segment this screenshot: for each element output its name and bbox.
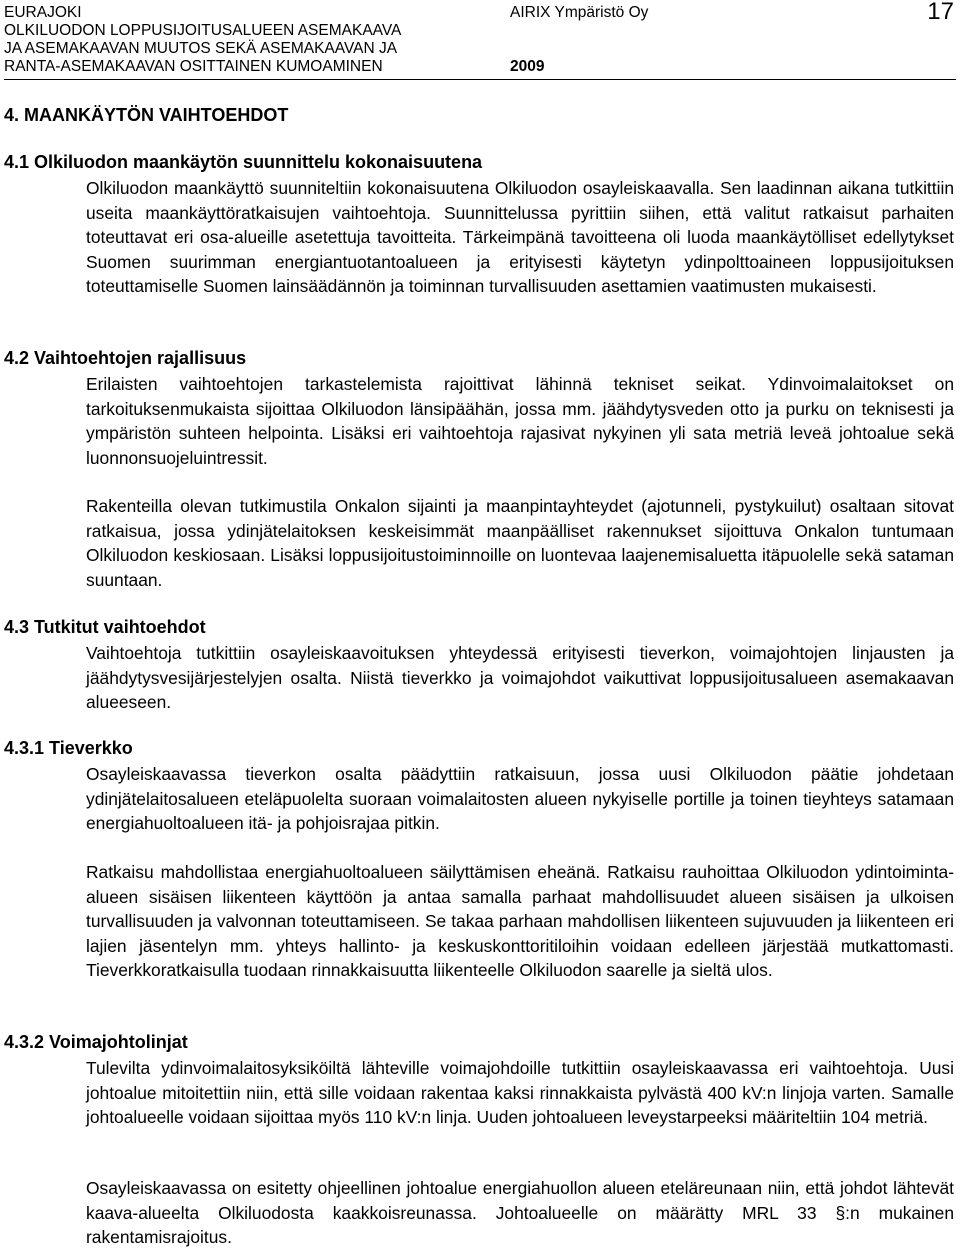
section-4-3-2-paragraph-2: Osayleiskaavassa on esitetty ohjeellinen johtoalue energiahuollon alueen eteläreunaan niin, että johdot lähtevät kaava-alueelta Olkiluodosta kaakkoisreunassa. Johtoalueelle on määrätty MRL 33 §:n mukainen rakentamisrajoitus. (86, 1178, 954, 1248)
section-4-3-2-paragraph-1: Tulevilta ydinvoimalaitosyksiköiltä lähteville voimajohdoille tutkittiin osayleiskaavassa eri vaihtoehtoja. Uusi johtoalue mitoitettiin niin, että sille voidaan rakentaa kaksi rinnakkaista pylvästä 400 kV:n linjoja varten. Samalle johtoalueelle voidaan sijoittaa myös 110 kV:n linja. Uuden johtoalueen leveystarpeeksi määriteltiin 104 metriä. (86, 1058, 954, 1128)
page-number: 17 (927, 0, 954, 25)
header-plan-title-line1: OLKILUODON LOPPUSIJOITUSALUEEN ASEMAKAAVA (4, 22, 402, 39)
header-plan-title-line2: JA ASEMAKAAVAN MUUTOS SEKÄ ASEMAKAAVAN JA (4, 40, 398, 57)
page-header (4, 2, 956, 82)
header-year: 2009 (510, 58, 545, 75)
section-4-1-paragraph-1: Olkiluodon maankäyttö suunniteltiin kokonaisuutena Olkiluodon osayleiskaavalla. Sen laadinnan aikana tutkittiin useita maankäyttöratkaisujen vaihtoehtoja. Suunnittelussa pyrittiin siihen, että valitut ratkaisut parhaiten toteuttavat eri osa-alueille asetettuja tavoitteita. Tärkeimpänä tavoitteena oli luoda maankäytölliset edellytykset Suomen suurimman energiantuotantoalueen ja erityisesti käytetyn ydinpolttoaineen loppusijoituksen toteuttamiselle Suomen lainsäädännön ja toiminnan turvallisuuden asettamien vaatimusten mukaisesti. (86, 178, 954, 297)
section-4-2-paragraph-2: Rakenteilla olevan tutkimustila Onkalon sijainti ja maanpintayhteydet (ajotunneli, pystykuilut) osaltaan sitovat ratkaisua, jossa ydinjätelaitoksen keskeisimmät maanpäälliset rakennukset sijoittuva Onkalon tuntumaan Olkiluodon keskiosaan. Lisäksi loppusijoitustoiminnoille on luontevaa laajenemisaluetta itäpuolelle sekä sataman suuntaan. (86, 496, 954, 590)
section-heading-4-3-1: 4.3.1 Tieverkko (4, 738, 133, 758)
header-organization: AIRIX Ympäristö Oy (510, 4, 649, 21)
section-4-3-1-paragraph-1: Osayleiskaavassa tieverkon osalta päädyttiin ratkaisuun, jossa uusi Olkiluodon päätie johdetaan ydinjätelaitosalueen eteläpuolelta suoraan voimalaitosten alueen nykyiselle portille ja toinen tieyhteys satamaan energiahuoltoalueen itä- ja pohjoisrajaa pitkin. (86, 764, 954, 834)
chapter-heading: 4. MAANKÄYTÖN VAIHTOEHDOT (4, 105, 289, 125)
section-4-2-paragraph-1: Erilaisten vaihtoehtojen tarkastelemista rajoittivat lähinnä tekniset seikat. Ydinvoimalaitokset on tarkoituksenmukaista sijoittaa Olkiluodon länsipäähän, jossa mm. jäähdytysveden otto ja purku on teknisesti ja ympäristön suhteen helpointa. Lisäksi eri vaihtoehtoja rajasivat nykyinen yli sata metriä leveä johtoalue sekä luonnonsuojeluintressit. (86, 374, 954, 468)
section-4-3-1-paragraph-2: Ratkaisu mahdollistaa energiahuoltoalueen säilyttämisen eheänä. Ratkaisu rauhoittaa Olkiluodon ydintoiminta-alueen sisäisen liikenteen käyttöön ja antaa samalla parhaat mahdollisuudet alueen sisäisen ja ulkoisen turvallisuuden ja valvonnan toteuttamiseen. Se takaa parhaan mahdollisen liikenteen sujuvuuden ja liikenteen eri lajien jäsentelyn mm. yhteys hallinto- ja keskuskonttoritiloihin voidaan edelleen järjestää mutkattomasti. Tieverkkoratkaisulla tuodaan rinnakkaisuutta liikenteelle Olkiluodon saarelle ja sieltä ulos. (86, 862, 954, 981)
section-heading-4-3-2: 4.3.2 Voimajohtolinjat (4, 1032, 188, 1052)
section-4-3-paragraph-1: Vaihtoehtoja tutkittiin osayleiskaavoituksen yhteydessä erityisesti tieverkon, voimajohtojen linjausten ja jäähdytysvesijärjestelyjen osalta. Niistä tieverkko ja voimajohdot vaikuttivat loppusijoitusalueen asemakaavan alueeseen. (86, 643, 954, 713)
section-heading-4-1: 4.1 Olkiluodon maankäytön suunnittelu kokonaisuutena (4, 152, 483, 172)
section-heading-4-3: 4.3 Tutkitut vaihtoehdot (4, 617, 206, 637)
header-municipality: EURAJOKI (4, 4, 82, 21)
header-plan-title-line3: RANTA-ASEMAKAAVAN OSITTAINEN KUMOAMINEN (4, 58, 383, 75)
header-divider (4, 79, 956, 80)
section-heading-4-2: 4.2 Vaihtoehtojen rajallisuus (4, 348, 247, 368)
